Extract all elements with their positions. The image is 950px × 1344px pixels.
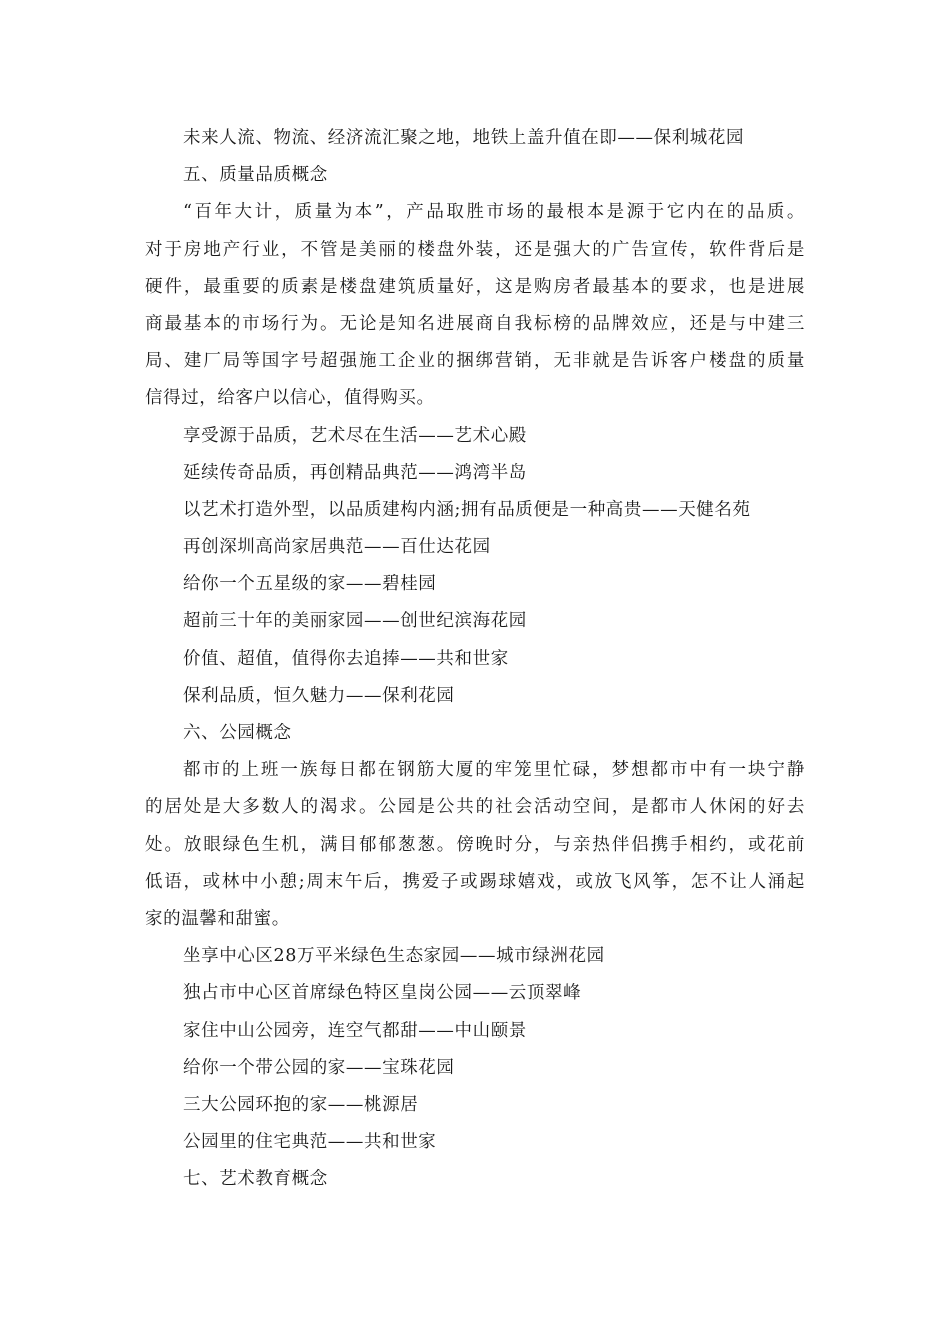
paragraph-line: 低语，或林中小憩;周末午后，携爱子或踢球嬉戏，或放飞风筝，怎不让人涌起 — [145, 871, 805, 892]
slogan-line: 公园里的住宅典范——共和世家 — [183, 1132, 437, 1153]
paragraph-line: 的居处是大多数人的渴求。公园是公共的社会活动空间，是都市人休闲的好去 — [145, 797, 805, 818]
slogan-line: 延续传奇品质，再创精品典范——鸿湾半岛 — [183, 462, 527, 483]
slogan-line: 价值、超值，值得你去追捧——共和世家 — [183, 648, 509, 669]
paragraph-line: 家的温馨和甜蜜。 — [145, 908, 290, 929]
section-heading: 七、艺术教育概念 — [183, 1169, 328, 1190]
slogan-line: 以艺术打造外型，以品质建构内涵;拥有品质便是一种高贵——天健名苑 — [183, 499, 751, 520]
paragraph-line: 商最基本的市场行为。无论是知名进展商自我标榜的品牌效应，还是与中建三 — [145, 313, 805, 334]
slogan-line: 保利品质，恒久魅力——保利花园 — [183, 685, 455, 706]
slogan-line: 坐享中心区28万平米绿色生态家园——城市绿洲花园 — [183, 946, 605, 967]
slogan-line: 超前三十年的美丽家园——创世纪滨海花园 — [183, 611, 527, 632]
section-heading: 六、公园概念 — [183, 723, 292, 743]
slogan-line: 享受源于品质，艺术尽在生活——艺术心殿 — [183, 425, 527, 446]
slogan-line: 再创深圳高尚家居典范——百仕达花园 — [183, 537, 491, 558]
paragraph-line: 都市的上班一族每日都在钢筋大厦的牢笼里忙碌，梦想都市中有一块宁静 — [183, 760, 805, 781]
document-body — [145, 120, 805, 1198]
slogan-line: 给你一个带公园的家——宝珠花园 — [183, 1057, 455, 1078]
slogan-line: 独占市中心区首席绿色特区皇岗公园——云顶翠峰 — [183, 983, 582, 1004]
paragraph-line: 硬件，最重要的质素是楼盘建筑质量好，这是购房者最基本的要求，也是进展 — [145, 276, 805, 297]
paragraph-line: 信得过，给客户以信心，值得购买。 — [145, 388, 435, 409]
paragraph-line: “百年大计，质量为本”，产品取胜市场的最根本是源于它内在的品质。 — [183, 202, 805, 223]
text-line: 未来人流、物流、经济流汇聚之地，地铁上盖升值在即——保利城花园 — [183, 128, 745, 148]
section-heading: 五、质量品质概念 — [183, 165, 328, 186]
paragraph-line: 对于房地产行业，不管是美丽的楼盘外装，还是强大的广告宣传，软件背后是 — [145, 239, 805, 260]
slogan-line: 给你一个五星级的家——碧桂园 — [183, 574, 437, 595]
slogan-line: 家住中山公园旁，连空气都甜——中山颐景 — [183, 1020, 527, 1041]
slogan-line: 三大公园环抱的家——桃源居 — [183, 1094, 419, 1115]
paragraph-line: 局、建厂局等国字号超强施工企业的捆绑营销，无非就是告诉客户楼盘的质量 — [145, 351, 805, 372]
paragraph-line: 处。放眼绿色生机，满目郁郁葱葱。傍晚时分，与亲热伴侣携手相约，或花前 — [145, 834, 805, 855]
